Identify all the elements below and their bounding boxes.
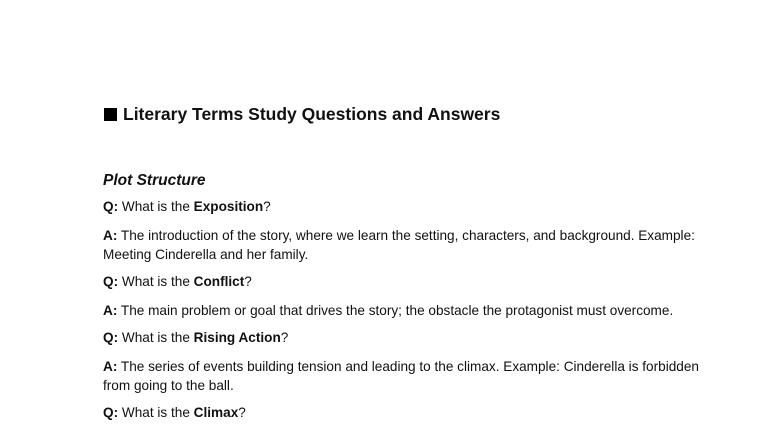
question-suffix: ? — [280, 330, 289, 345]
answer-label: A: — [103, 303, 118, 318]
answer-text: The main problem or goal that drives the story; the obstacle the protagonist must overcome. — [117, 303, 674, 318]
question — [103, 403, 703, 422]
answer-text: The introduction of the story, where we learn the setting, characters, and background. Example: Meeting Cinderella and her family. — [103, 228, 695, 262]
question-text: What is the — [118, 274, 194, 289]
answer — [103, 357, 703, 395]
question-suffix: ? — [238, 405, 246, 420]
question-term: Exposition — [193, 199, 264, 214]
page-title-text: Literary Terms Study Questions and Answers — [123, 104, 501, 124]
answer-label: A: — [103, 228, 118, 243]
question-text: What is the — [118, 330, 194, 345]
question — [103, 328, 703, 347]
section-heading: Plot Structure — [103, 172, 206, 189]
question-suffix: ? — [263, 199, 271, 214]
question-term: Rising Action — [193, 330, 281, 345]
question-term: Conflict — [193, 274, 245, 289]
page-title — [103, 103, 703, 125]
answer — [103, 301, 703, 320]
answer-label: A: — [103, 359, 118, 374]
answer-text: The series of events building tension and leading to the climax. Example: Cinderella is forbidden from going to the ball. — [103, 359, 699, 393]
document-page — [103, 103, 703, 422]
question — [103, 197, 703, 216]
question-text: What is the — [118, 405, 194, 420]
question-suffix: ? — [244, 274, 252, 289]
question-label: Q: — [103, 330, 119, 345]
question — [103, 272, 703, 291]
black-square-icon — [104, 108, 117, 121]
question-label: Q: — [103, 199, 119, 214]
question-label: Q: — [103, 405, 119, 420]
section-plot-structure — [103, 171, 703, 422]
question-text: What is the — [118, 199, 194, 214]
answer — [103, 226, 703, 264]
question-term: Climax — [193, 405, 239, 420]
question-label: Q: — [103, 274, 119, 289]
